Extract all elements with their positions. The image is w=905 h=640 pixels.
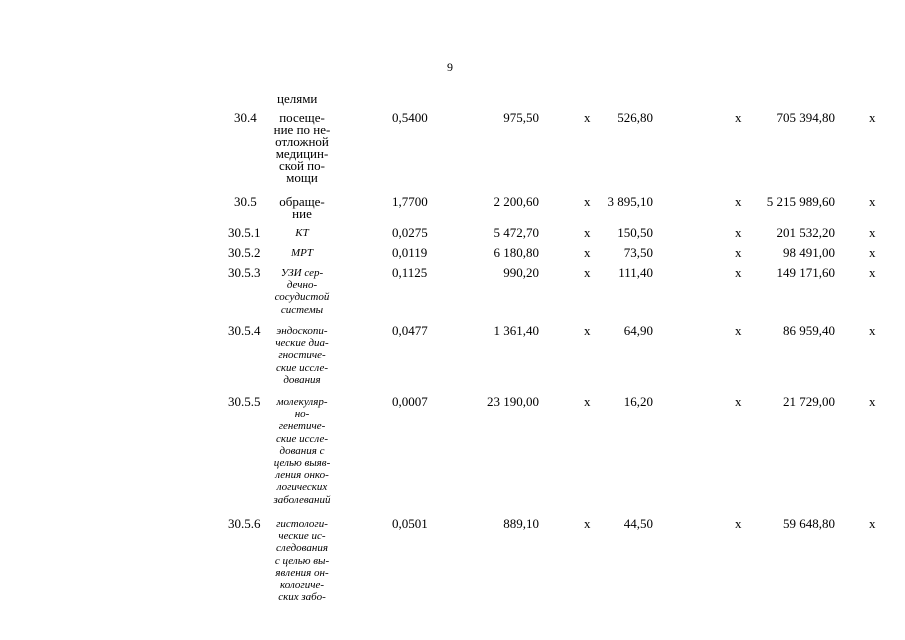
row-name-line: кологиче- bbox=[280, 579, 324, 592]
cell-x: х bbox=[584, 225, 591, 240]
row-code: 30.5.1 bbox=[228, 225, 261, 240]
row-name-line: сосудистой bbox=[274, 291, 330, 304]
cell-total: 59 648,80 bbox=[783, 516, 835, 531]
row-code: 30.5 bbox=[234, 194, 257, 209]
row-name-line: гистологи- bbox=[276, 518, 328, 530]
cell-x: х bbox=[735, 516, 742, 531]
row-name bbox=[270, 325, 334, 386]
cell-x: х bbox=[735, 394, 742, 409]
cell-x: х bbox=[869, 194, 876, 209]
row-name-line: логических bbox=[276, 481, 328, 494]
row-name-line: МРТ bbox=[291, 247, 313, 259]
cell-norm: 0,0477 bbox=[392, 323, 428, 338]
cell-x: х bbox=[735, 225, 742, 240]
row-name-line: генетиче- bbox=[278, 420, 326, 433]
cell-total: 149 171,60 bbox=[776, 265, 835, 280]
row-name-line: системы bbox=[280, 303, 324, 316]
row-name-line: ческие диа- bbox=[275, 337, 329, 350]
row-name-line: обраще- bbox=[279, 194, 325, 209]
cell-norm: 0,0007 bbox=[392, 394, 428, 409]
row-name bbox=[270, 267, 334, 316]
row-name-line: посеще- bbox=[279, 110, 325, 125]
row-code: 30.5.5 bbox=[228, 394, 261, 409]
row-name-line: целью выяв- bbox=[273, 457, 331, 470]
row-name-line: ской по- bbox=[279, 158, 325, 173]
row-continuation-name: целями bbox=[277, 91, 318, 106]
cell-per-capita: 150,50 bbox=[617, 225, 653, 240]
cell-cost: 975,50 bbox=[503, 110, 539, 125]
cell-norm: 0,0275 bbox=[392, 225, 428, 240]
row-name-line: но- bbox=[294, 408, 310, 421]
cell-x: х bbox=[869, 265, 876, 280]
cell-cost: 990,20 bbox=[503, 265, 539, 280]
row-name-line: гностиче- bbox=[278, 349, 326, 362]
row-name bbox=[270, 518, 334, 603]
row-name bbox=[270, 247, 334, 259]
cell-x: х bbox=[869, 245, 876, 260]
cell-total: 705 394,80 bbox=[776, 110, 835, 125]
cell-total: 201 532,20 bbox=[776, 225, 835, 240]
row-name bbox=[270, 196, 334, 220]
cell-per-capita: 73,50 bbox=[623, 245, 653, 260]
cell-norm: 0,0119 bbox=[392, 245, 428, 260]
cell-total: 21 729,00 bbox=[783, 394, 835, 409]
cell-per-capita: 44,50 bbox=[623, 516, 653, 531]
cell-per-capita: 3 895,10 bbox=[607, 194, 653, 209]
cell-per-capita: 526,80 bbox=[617, 110, 653, 125]
row-name-line: молекуляр- bbox=[276, 396, 328, 408]
cell-x: х bbox=[584, 194, 591, 209]
row-name-line: ние bbox=[292, 206, 312, 221]
cell-x: х bbox=[869, 394, 876, 409]
row-name-line: дечно- bbox=[286, 279, 318, 292]
row-name bbox=[270, 396, 334, 506]
cell-x: х bbox=[584, 110, 591, 125]
row-name-line: ские иссле- bbox=[275, 432, 329, 445]
cell-x: х bbox=[735, 323, 742, 338]
cell-cost: 23 190,00 bbox=[487, 394, 539, 409]
cell-cost: 5 472,70 bbox=[493, 225, 539, 240]
row-name-line: ления онко- bbox=[275, 469, 329, 482]
row-name bbox=[270, 112, 334, 184]
cell-x: х bbox=[735, 245, 742, 260]
cell-total: 98 491,00 bbox=[783, 245, 835, 260]
cell-cost: 2 200,60 bbox=[493, 194, 539, 209]
page-number: 9 bbox=[447, 60, 453, 74]
cell-x: х bbox=[869, 323, 876, 338]
row-name bbox=[270, 227, 334, 239]
row-code: 30.5.6 bbox=[228, 516, 261, 531]
cell-total: 5 215 989,60 bbox=[766, 194, 835, 209]
cell-norm: 0,1125 bbox=[392, 265, 428, 280]
cell-norm: 1,7700 bbox=[392, 194, 428, 209]
cell-cost: 6 180,80 bbox=[493, 245, 539, 260]
row-name-line: ние по не- bbox=[273, 122, 331, 137]
cell-per-capita: 16,20 bbox=[623, 394, 653, 409]
row-code: 30.5.2 bbox=[228, 245, 261, 260]
row-name-line: ческие ис- bbox=[278, 530, 326, 543]
row-code: 30.5.3 bbox=[228, 265, 261, 280]
row-name-line: ские иссле- bbox=[275, 361, 329, 374]
row-name-line: отложной bbox=[275, 134, 329, 149]
cell-x: х bbox=[584, 394, 591, 409]
row-name-line: следования bbox=[276, 542, 328, 555]
row-name-line: мощи bbox=[286, 170, 318, 185]
cell-x: х bbox=[735, 110, 742, 125]
cell-norm: 0,5400 bbox=[392, 110, 428, 125]
cell-x: х bbox=[735, 265, 742, 280]
row-code: 30.5.4 bbox=[228, 323, 261, 338]
row-name-line: УЗИ сер- bbox=[280, 267, 324, 279]
row-name-line: заболеваний bbox=[273, 493, 331, 506]
cell-cost: 1 361,40 bbox=[493, 323, 539, 338]
cell-x: х bbox=[735, 194, 742, 209]
row-name-line: дования с bbox=[279, 444, 325, 457]
cell-total: 86 959,40 bbox=[783, 323, 835, 338]
row-name-line: дования bbox=[283, 373, 321, 386]
cell-x: х bbox=[584, 265, 591, 280]
cell-per-capita: 64,90 bbox=[623, 323, 653, 338]
cell-x: х bbox=[584, 516, 591, 531]
cell-per-capita: 111,40 bbox=[618, 265, 653, 280]
cell-x: х bbox=[869, 516, 876, 531]
row-name-line: медицин- bbox=[275, 146, 329, 161]
row-name-line: с целью вы- bbox=[274, 554, 330, 567]
cell-x: х bbox=[584, 323, 591, 338]
cell-norm: 0,0501 bbox=[392, 516, 428, 531]
cell-x: х bbox=[869, 110, 876, 125]
cell-cost: 889,10 bbox=[503, 516, 539, 531]
row-code: 30.4 bbox=[234, 110, 257, 125]
cell-x: х bbox=[584, 245, 591, 260]
cell-x: х bbox=[869, 225, 876, 240]
row-name-line: КТ bbox=[295, 227, 309, 239]
row-name-line: явления он- bbox=[275, 566, 329, 579]
row-name-line: эндоскопи- bbox=[276, 325, 328, 337]
row-name-line: ских забо- bbox=[278, 591, 326, 604]
